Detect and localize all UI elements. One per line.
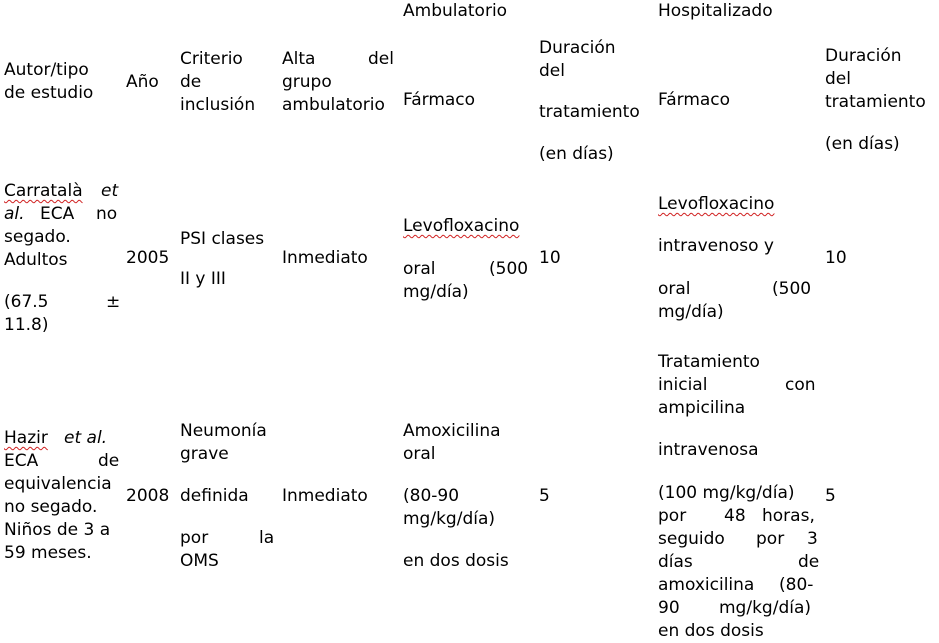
row2-hosp-word-48: 48 — [724, 506, 746, 526]
row1-autor-word-no: no — [96, 204, 118, 224]
row2-hosp-word-unit: mg/kg/día) — [719, 598, 812, 618]
row2-amb-route: oral — [403, 444, 436, 464]
row2-hosp-line1: Tratamiento — [658, 352, 760, 372]
row2-autor-line1 — [4, 427, 48, 450]
row1-autor-etal-2: al. — [4, 204, 25, 224]
row2-amb-duration: 5 — [539, 486, 550, 506]
row2-autor-name: Hazir — [4, 428, 48, 448]
header-autor-line1: Autor/tipo — [4, 60, 89, 80]
row1-criterio-line2: II y III — [180, 269, 226, 289]
row1-autor-age: (67.5 — [4, 292, 49, 312]
row2-hosp-word-amoxicilina: amoxicilina — [658, 575, 755, 595]
row1-autor-line1 — [4, 180, 83, 203]
row2-hosp-line5: (100 mg/kg/día) — [658, 483, 795, 503]
row2-autor-line4: no segado. — [4, 497, 98, 517]
header-alta-line2: grupo — [282, 72, 332, 92]
row2-alta: Inmediato — [282, 486, 368, 506]
row2-criterio-word-la: la — [259, 528, 275, 548]
header-criterio-line2: de — [180, 72, 202, 92]
row2-hosp-word-dose-start: (80- — [779, 575, 814, 595]
row2-amb-frequency: en dos dosis — [403, 551, 509, 571]
row2-hosp-word-90: 90 — [658, 598, 680, 618]
header-duracion-hosp-line3: tratamiento — [825, 92, 926, 112]
row2-autor-word-eca: ECA — [4, 451, 39, 471]
header-criterio-line1: Criterio — [180, 49, 243, 69]
header-farmaco-hospitalizado: Fármaco — [658, 90, 731, 110]
row2-autor-line6: 59 meses. — [4, 543, 92, 563]
row2-hosp-word-3: 3 — [807, 529, 818, 549]
header-duracion-amb-line3: tratamiento — [539, 102, 640, 122]
row2-hosp-word-horas: horas, — [762, 506, 815, 526]
header-alta-line3: ambulatorio — [282, 95, 385, 115]
row2-autor-line5: Niños de 3 a — [4, 520, 111, 540]
row2-autor-etal: et al. — [64, 428, 108, 448]
row1-amb-drug-name: Levofloxacino — [403, 216, 520, 236]
row2-criterio-line2: grave — [180, 444, 229, 464]
row1-amb-route: oral — [403, 259, 436, 279]
row1-autor-sd: 11.8) — [4, 315, 49, 335]
row1-alta: Inmediato — [282, 248, 368, 268]
row1-anio: 2005 — [126, 248, 170, 268]
row2-hosp-line11: en dos dosis — [658, 621, 764, 641]
row1-hosp-drug-name: Levofloxacino — [658, 194, 775, 214]
row1-criterio-line1: PSI clases — [180, 229, 265, 249]
group-header-hospitalizado: Hospitalizado — [658, 1, 773, 21]
row2-amb-drug: Amoxicilina — [403, 421, 501, 441]
row2-criterio-line5: OMS — [180, 551, 219, 571]
row2-amb-dose: (80-90 — [403, 486, 460, 506]
row1-autor-etal-1: et — [101, 181, 119, 201]
row1-autor-line4: Adultos — [4, 250, 68, 270]
row2-autor-word-de: de — [98, 451, 120, 471]
row2-hosp-word-dias: días — [658, 552, 693, 572]
row1-hosp-dose: (500 — [772, 279, 812, 299]
row1-hosp-drug — [658, 193, 774, 216]
row2-autor-line3: equivalencia — [4, 474, 112, 494]
row2-criterio-line1: Neumonía — [180, 421, 267, 441]
row1-hosp-duration: 10 — [825, 248, 847, 268]
header-farmaco-ambulatorio: Fármaco — [403, 90, 476, 110]
header-duracion-hosp-line1: Duración — [825, 46, 902, 66]
row1-amb-dose: (500 — [489, 259, 529, 279]
header-criterio-line3: inclusión — [180, 95, 256, 115]
row2-hosp-word-por: por — [658, 506, 687, 526]
row2-hosp-duration: 5 — [825, 486, 836, 506]
row1-autor-plusminus: ± — [106, 292, 121, 312]
row2-hosp-word-seguido: seguido — [658, 529, 725, 549]
row2-anio: 2008 — [126, 486, 170, 506]
row2-hosp-word-con: con — [785, 375, 816, 395]
header-duracion-hosp-line4: (en días) — [825, 134, 900, 154]
row2-criterio-word-por: por — [180, 528, 209, 548]
row1-hosp-dose-unit: mg/día) — [658, 302, 724, 322]
row1-amb-duration: 10 — [539, 248, 561, 268]
row2-criterio-line3: definida — [180, 486, 249, 506]
row1-hosp-oral: oral — [658, 279, 691, 299]
row1-autor-word-eca: ECA — [40, 204, 75, 224]
row2-amb-dose-unit: mg/kg/día) — [403, 509, 496, 529]
header-autor-line2: de estudio — [4, 83, 94, 103]
group-header-ambulatorio: Ambulatorio — [403, 1, 508, 21]
row2-hosp-line4: intravenosa — [658, 440, 759, 460]
header-alta-word1: Alta — [282, 49, 316, 69]
row2-hosp-word-inicial: inicial — [658, 375, 708, 395]
row2-hosp-word-por2: por — [756, 529, 785, 549]
header-duracion-amb-line4: (en días) — [539, 144, 614, 164]
row1-autor-line3: segado. — [4, 227, 71, 247]
header-alta-word2: del — [368, 49, 394, 69]
row1-autor-name: Carratalà — [4, 181, 83, 201]
header-duracion-hosp-line2: del — [825, 69, 851, 89]
header-duracion-amb-line1: Duración — [539, 38, 616, 58]
row1-amb-dose-unit: mg/día) — [403, 282, 469, 302]
row2-hosp-word-de: de — [798, 552, 820, 572]
header-duracion-amb-line2: del — [539, 61, 565, 81]
row1-hosp-route: intravenoso y — [658, 236, 774, 256]
header-anio: Año — [126, 72, 159, 92]
row2-hosp-line3: ampicilina — [658, 398, 746, 418]
row1-amb-drug — [403, 215, 519, 238]
